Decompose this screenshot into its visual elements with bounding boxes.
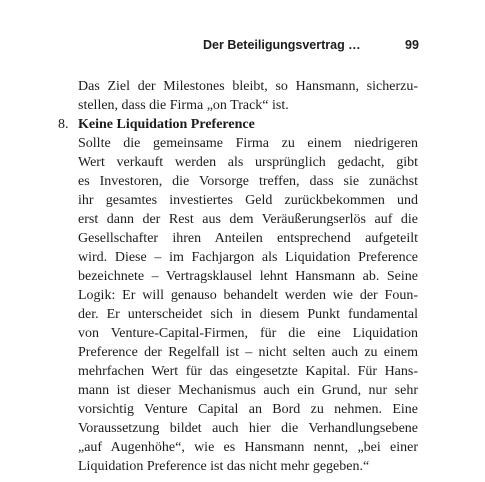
paragraph-line: mann ist dieser Mechanismus auch ein Grund, nur sehr — [78, 383, 418, 398]
section-heading: Keine Liquidation Preference — [78, 117, 255, 132]
paragraph-line: Das Ziel der Milestones bleibt, so Hansmann, sicherzu- — [78, 79, 418, 94]
paragraph-line: Sollte die gemeinsame Firma zu einem niedrigeren — [78, 136, 418, 151]
paragraph-line: „auf Augenhöhe“, wie es Hansmann nennt, „bei einer — [78, 440, 418, 455]
paragraph-line: Voraussetzung bildet auch hier die Verhandlungsebene — [78, 421, 418, 436]
paragraph-line: vorsichtig Venture Capital an Bord zu nehmen. Eine — [78, 402, 418, 417]
paragraph-line: von Venture-Capital-Firmen, für die eine Liquidation — [78, 326, 418, 341]
running-title: Der Beteiligungsvertrag … — [203, 38, 361, 52]
paragraph-line: bezeichnete – Vertragsklausel lehnt Hansmann ab. Seine — [78, 269, 418, 284]
paragraph-line: Gesellschafter ihren Anteilen entsprechend aufgeteilt — [78, 231, 418, 246]
paragraph-line: wird. Diese – im Fachjargon als Liquidation Preference — [78, 250, 418, 265]
list-item-number: 8. — [58, 117, 69, 132]
paragraph-line: der. Er unterscheidet sich in diesem Punkt fundamental — [78, 307, 418, 322]
paragraph-line: mehrfachen Wert für das eingesetzte Kapital. Für Hans- — [78, 364, 418, 379]
page-number: 99 — [405, 38, 419, 52]
paragraph-line: Wert verkauft werden als ursprünglich gedacht, gibt — [78, 155, 418, 170]
paragraph-line: Logik: Er will genauso behandelt werden wie der Foun- — [78, 288, 418, 303]
paragraph-line: Liquidation Preference ist das nicht mehr gegeben.“ — [78, 459, 370, 474]
paragraph-line: Preference der Regelfall ist – nicht selten auch zu einem — [78, 345, 418, 360]
paragraph-line: stellen, dass die Firma „on Track“ ist. — [78, 98, 289, 113]
paragraph-line: ihr gesamtes investiertes Geld zurückbekommen und — [78, 193, 418, 208]
paragraph-line: es Investoren, die Vorsorge treffen, dass sie zunächst — [78, 174, 418, 189]
running-header — [0, 38, 485, 56]
paragraph-line: erst dann der Rest aus dem Veräußerungserlös auf die — [78, 212, 418, 227]
